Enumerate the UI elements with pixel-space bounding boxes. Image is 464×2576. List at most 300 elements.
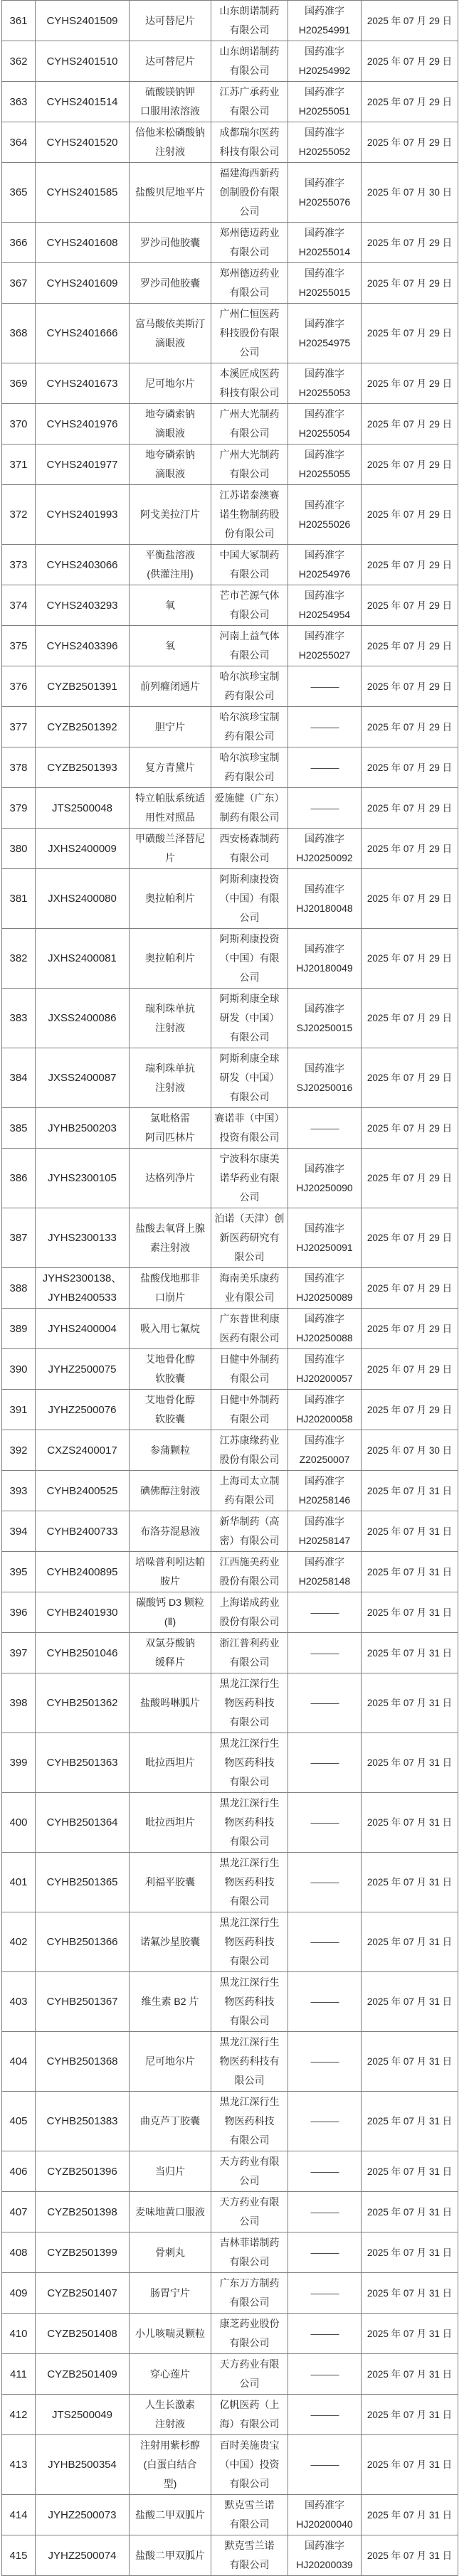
acceptance-number-line: CYZB2501392 — [47, 720, 117, 733]
approval-number-line: H20255027 — [298, 649, 351, 661]
drug-name — [130, 82, 211, 122]
approval-number-line: 国药准字 — [305, 630, 344, 642]
company-name-line: 阿斯利康全球 — [219, 993, 280, 1004]
drug-name-line: 口崩片 — [155, 1292, 185, 1303]
company-name-line: 有限公司 — [229, 568, 270, 580]
approval-number-line: 国药准字 — [305, 549, 344, 560]
approval-number — [288, 2032, 362, 2092]
company-name-line: 有限公司 — [229, 1716, 270, 1728]
company-name-line: 阿斯利康投资 — [219, 873, 280, 885]
table-row — [2, 1471, 458, 1511]
company-name — [211, 747, 288, 788]
approval-number — [288, 747, 362, 788]
company-name-line: 制药有限公司 — [219, 811, 280, 823]
acceptance-number — [36, 2232, 130, 2273]
drug-name-line: (Ⅱ) — [164, 1616, 176, 1627]
company-name-line: 股份有限公司 — [219, 1454, 280, 1465]
company-name-line: 有限公司 — [229, 2518, 270, 2530]
approval-date: 2025 年 07 月 29 日 — [362, 585, 458, 626]
company-name-line: 西安杨森制药 — [219, 833, 280, 844]
acceptance-number — [36, 585, 130, 626]
acceptance-number — [36, 363, 130, 404]
drug-name-line: 穿心莲片 — [150, 2368, 190, 2380]
row-number: 391 — [2, 1390, 36, 1430]
approval-date: 2025 年 07 月 31 日 — [362, 2495, 458, 2535]
approval-number-line: H20255054 — [298, 427, 351, 439]
row-number: 399 — [2, 1733, 36, 1793]
company-name-line: 公司 — [239, 2175, 260, 2186]
company-name-line: 泊诺（天津）创 — [214, 1213, 285, 1224]
acceptance-number-line: CYHS2403396 — [46, 639, 118, 652]
company-name-line: 有限公司 — [229, 427, 270, 439]
company-name-line: 限公司 — [234, 1251, 265, 1262]
acceptance-number — [36, 263, 130, 304]
company-name-line: 研发（中国） — [219, 1072, 280, 1083]
approval-number-line: H20258148 — [298, 1575, 351, 1587]
approval-date: 2025 年 07 月 31 日 — [362, 2032, 458, 2092]
drug-name-line: 人生长激素 — [145, 2399, 195, 2410]
drug-name-line: 达格列净片 — [145, 1172, 195, 1183]
approval-date: 2025 年 07 月 31 日 — [362, 1552, 458, 1592]
approval-number-line: H20258147 — [298, 1535, 351, 1546]
company-name-line: （中国）有限 — [219, 952, 280, 964]
company-name-line: 广州大光制药 — [219, 408, 280, 420]
drug-name — [130, 163, 211, 223]
approval-number — [288, 989, 362, 1048]
drug-name — [130, 1972, 211, 2032]
drug-name — [130, 2314, 211, 2354]
row-number: 361 — [2, 1, 36, 41]
company-name — [211, 2192, 288, 2232]
approval-number — [288, 1972, 362, 2032]
company-name-line: 限公司 — [234, 2075, 265, 2086]
acceptance-number-line: CXZS2400017 — [47, 1444, 117, 1457]
table-row — [2, 1592, 458, 1633]
approval-number-line: ——— — [310, 2408, 339, 2420]
acceptance-number-line: JTS2500049 — [51, 2408, 113, 2421]
company-name-line: 山东朗诺制药 — [219, 5, 280, 16]
table-row — [2, 1552, 458, 1592]
approval-number-line: ——— — [310, 1606, 339, 1618]
approval-number-line: 国药准字 — [305, 449, 344, 460]
approval-date: 2025 年 07 月 31 日 — [362, 2192, 458, 2232]
table-row — [2, 1430, 458, 1471]
approval-number-line: H20258146 — [298, 1494, 351, 1506]
company-name-line: 康芝药业股份 — [219, 2318, 280, 2329]
company-name — [211, 1108, 288, 1149]
approval-number-line: ——— — [310, 720, 339, 733]
company-name-line: 阿斯利康全球 — [219, 1053, 280, 1064]
company-name-line: 有限公司 — [229, 2256, 270, 2267]
approval-number — [288, 788, 362, 829]
approval-date: 2025 年 07 月 31 日 — [362, 2273, 458, 2314]
approval-date: 2025 年 07 月 31 日 — [362, 1972, 458, 2032]
company-name — [211, 666, 288, 707]
drug-name-line: 胆宁片 — [155, 720, 185, 733]
approval-number-line: H20255026 — [298, 518, 351, 530]
approval-number-line: ——— — [310, 2055, 339, 2067]
company-name-line: 物医药科技 — [224, 1697, 275, 1708]
acceptance-number-line: CYHB2501046 — [46, 1646, 118, 1659]
approval-number-line: ——— — [310, 2459, 339, 2470]
approval-number-line: 国药准字 — [305, 2540, 344, 2551]
drug-name-line: 阿司匹林片 — [145, 1132, 195, 1143]
table-row — [2, 2151, 458, 2192]
acceptance-number-line: CYZB2501407 — [47, 2287, 117, 2299]
drug-name-line: 地夸磷索钠 — [145, 449, 195, 460]
table-row — [2, 585, 458, 626]
acceptance-number — [36, 666, 130, 707]
company-name-line: 公司 — [239, 2378, 260, 2389]
drug-name-line: 培哚普利吲达帕 — [135, 1556, 205, 1568]
company-name-line: 药有限公司 — [224, 690, 275, 701]
table-row — [2, 2535, 458, 2576]
approval-number — [288, 41, 362, 82]
approval-number — [288, 122, 362, 163]
company-name-line: 广东万方制药 — [219, 2277, 280, 2289]
row-number: 394 — [2, 1511, 36, 1552]
drug-name-line: 布洛芬混悬液 — [140, 1525, 200, 1537]
approval-number-line: 国药准字 — [305, 368, 344, 379]
company-name-line: 有限公司 — [229, 246, 270, 257]
row-number: 395 — [2, 1552, 36, 1592]
approval-number — [288, 585, 362, 626]
row-number: 379 — [2, 788, 36, 829]
company-name — [211, 2273, 288, 2314]
approval-number — [288, 2435, 362, 2495]
drug-name — [130, 2192, 211, 2232]
approval-date: 2025 年 07 月 31 日 — [362, 2232, 458, 2273]
approval-date: 2025 年 07 月 29 日 — [362, 829, 458, 869]
acceptance-number-line: CYHB2501362 — [46, 1697, 118, 1709]
company-name-line: 福建海西新药 — [219, 167, 280, 179]
company-name-line: （中国）投资 — [219, 2459, 280, 2470]
drug-name — [130, 1208, 211, 1268]
acceptance-number-line: JYHB2400533 — [48, 1292, 117, 1304]
company-name-line: 物医药科技 — [224, 1876, 275, 1888]
drug-name-line: 双氯芬酸钠 — [145, 1637, 195, 1649]
approval-number-line: H20254975 — [298, 336, 351, 348]
approval-number-line: ——— — [310, 680, 339, 692]
drug-name — [130, 404, 211, 445]
table-row — [2, 2032, 458, 2092]
acceptance-number — [36, 41, 130, 82]
drug-name-line: 注射液 — [155, 2418, 185, 2429]
company-name-line: 黑龙江深行生 — [219, 1737, 280, 1749]
company-name-line: 广州仁恒医药 — [219, 308, 280, 319]
approval-number-line: 国药准字 — [305, 1394, 344, 1405]
drug-name — [130, 1733, 211, 1793]
acceptance-number-line: JYHZ2500076 — [48, 1403, 117, 1416]
company-name-line: 哈尔滨珍宝制 — [219, 752, 280, 763]
company-name — [211, 1268, 288, 1309]
company-name-line: 黑龙江深行生 — [219, 1917, 280, 1928]
approval-date: 2025 年 07 月 31 日 — [362, 1511, 458, 1552]
approval-number — [288, 404, 362, 445]
approval-number-line: 国药准字 — [305, 176, 344, 188]
drug-name-line: 尼可地尔片 — [145, 2055, 195, 2067]
drug-name-line: 诺氟沙星胶囊 — [140, 1936, 200, 1947]
drug-name — [130, 304, 211, 363]
approval-number-line: H20255076 — [298, 196, 351, 208]
company-name-line: 份有限公司 — [224, 528, 275, 539]
approval-date: 2025 年 07 月 29 日 — [362, 545, 458, 585]
acceptance-number — [36, 2092, 130, 2151]
approval-number — [288, 2273, 362, 2314]
approval-date: 2025 年 07 月 29 日 — [362, 1208, 458, 1268]
company-name — [211, 2092, 288, 2151]
acceptance-number — [36, 747, 130, 788]
company-name-line: 默克雪兰诺 — [224, 2499, 275, 2511]
company-name-line: 股份有限公司 — [219, 1616, 280, 1627]
approval-number — [288, 2495, 362, 2535]
company-name — [211, 585, 288, 626]
drug-name — [130, 829, 211, 869]
drug-name-line: 型) — [163, 2478, 177, 2489]
company-name — [211, 829, 288, 869]
approval-number-line: 国药准字 — [305, 883, 344, 895]
drug-name — [130, 707, 211, 747]
drug-name-line: 用性对照品 — [145, 811, 195, 823]
approval-number-line: 国药准字 — [305, 127, 344, 138]
approval-date: 2025 年 07 月 30 日 — [362, 163, 458, 223]
company-name-line: 本溪匠成医药 — [219, 368, 280, 379]
approval-number — [288, 2092, 362, 2151]
approval-number-line: H20254991 — [298, 24, 351, 36]
drug-name-line: 缓释片 — [155, 1656, 185, 1668]
company-name-line: 海南美乐康药 — [219, 1272, 280, 1284]
company-name — [211, 1511, 288, 1552]
company-name — [211, 404, 288, 445]
approval-number-line: SJ20250015 — [296, 1021, 353, 1033]
approval-number — [288, 626, 362, 666]
row-number: 381 — [2, 869, 36, 929]
drug-name-line: 麦味地黄口服液 — [135, 2205, 205, 2218]
approval-number-line: 国药准字 — [305, 1162, 344, 1174]
table-row — [2, 707, 458, 747]
approval-number — [288, 1390, 362, 1430]
company-name-line: 浙江普利药业 — [219, 1637, 280, 1649]
company-name-line: 有限公司 — [229, 2478, 270, 2489]
table-row — [2, 404, 458, 445]
acceptance-number-line: CYHB2501366 — [46, 1936, 118, 1948]
row-number: 377 — [2, 707, 36, 747]
company-name-line: 江苏广承药业 — [219, 86, 280, 97]
company-name-line: 新华制药（高 — [219, 1516, 280, 1527]
approval-number-line: 国药准字 — [305, 227, 344, 238]
drug-name-line: 碘佛醇注射液 — [140, 1484, 200, 1496]
drug-approval-table — [1, 0, 458, 2576]
approval-number-line: HJ20200057 — [296, 1373, 353, 1384]
approval-number — [288, 2232, 362, 2273]
company-name — [211, 2032, 288, 2092]
table-row — [2, 1511, 458, 1552]
company-name — [211, 929, 288, 989]
acceptance-number — [36, 1149, 130, 1208]
company-name — [211, 1733, 288, 1793]
approval-number-line: ——— — [310, 1996, 339, 2007]
table-row — [2, 1390, 458, 1430]
table-row — [2, 2354, 458, 2395]
drug-name-line: 瑞利珠单抗 — [145, 1062, 195, 1074]
approval-number — [288, 1430, 362, 1471]
row-number: 397 — [2, 1633, 36, 1673]
row-number: 408 — [2, 2232, 36, 2273]
acceptance-number — [36, 304, 130, 363]
table-row — [2, 989, 458, 1048]
company-name-line: 有限公司 — [229, 1091, 270, 1102]
acceptance-number-line: JYHS2300133 — [48, 1232, 117, 1244]
approval-date: 2025 年 07 月 30 日 — [362, 1430, 458, 1471]
acceptance-number — [36, 1208, 130, 1268]
drug-name-line: 阿戈美拉汀片 — [140, 509, 200, 520]
acceptance-number-line: CYHS2401976 — [46, 417, 118, 430]
drug-name-line: 达可替尼片 — [145, 55, 195, 67]
approval-number-line: ——— — [310, 802, 339, 814]
acceptance-number — [36, 929, 130, 989]
approval-number-line: ——— — [310, 2368, 339, 2380]
table-row — [2, 1673, 458, 1733]
approval-date: 2025 年 07 月 29 日 — [362, 1149, 458, 1208]
company-name-line: 江苏诺泰澳赛 — [219, 489, 280, 501]
approval-number-line: HJ20250091 — [296, 1241, 353, 1253]
drug-name-line: (白蛋白结合 — [143, 2459, 197, 2470]
company-name-line: 有限公司 — [229, 1895, 270, 1907]
company-name-line: 有限公司 — [229, 468, 270, 479]
acceptance-number-line: JYHZ2500075 — [48, 1363, 117, 1375]
acceptance-number-line: CYHS2401609 — [46, 277, 118, 289]
drug-name-line: 注射液 — [155, 1081, 185, 1093]
approval-number — [288, 707, 362, 747]
company-name-line: 有限公司 — [229, 1413, 270, 1425]
company-name — [211, 223, 288, 263]
table-row — [2, 41, 458, 82]
approval-date: 2025 年 07 月 29 日 — [362, 445, 458, 485]
drug-name-line: 氧 — [165, 599, 175, 611]
drug-name-line: 骨刺丸 — [155, 2246, 185, 2258]
drug-name — [130, 2354, 211, 2395]
approval-number — [288, 223, 362, 263]
company-name-line: 有限公司 — [229, 2015, 270, 2026]
acceptance-number — [36, 2273, 130, 2314]
approval-date: 2025 年 07 月 29 日 — [362, 1349, 458, 1390]
row-number: 384 — [2, 1048, 36, 1108]
drug-name-line: 吸入用七氟烷 — [140, 1322, 200, 1334]
approval-number — [288, 1733, 362, 1793]
acceptance-number — [36, 445, 130, 485]
drug-name — [130, 2151, 211, 2192]
company-name-line: 黑龙江深行生 — [219, 2096, 280, 2107]
drug-name — [130, 1048, 211, 1108]
drug-name-line: 碳酸钙 D3 颗粒 — [136, 1597, 204, 1608]
table-row — [2, 223, 458, 263]
row-number: 366 — [2, 223, 36, 263]
approval-number-line: 国药准字 — [305, 590, 344, 601]
company-name — [211, 626, 288, 666]
row-number: 407 — [2, 2192, 36, 2232]
drug-name — [130, 1673, 211, 1733]
company-name-line: 吉林菲诺制药 — [219, 2237, 280, 2248]
company-name-line: 投资有限公司 — [219, 1132, 280, 1143]
company-name — [211, 1, 288, 41]
drug-name — [130, 2535, 211, 2576]
row-number: 380 — [2, 829, 36, 869]
company-name-line: 黑龙江深行生 — [219, 1678, 280, 1689]
acceptance-number — [36, 869, 130, 929]
drug-name-line: (供灌注用) — [147, 568, 194, 580]
company-name — [211, 1208, 288, 1268]
company-name-line: 物医药科技 — [224, 2115, 275, 2127]
approval-number — [288, 304, 362, 363]
company-name-line: 公司 — [239, 912, 260, 923]
company-name — [211, 445, 288, 485]
approval-date: 2025 年 07 月 29 日 — [362, 707, 458, 747]
company-name-line: 有限公司 — [229, 2559, 270, 2570]
acceptance-number — [36, 2314, 130, 2354]
acceptance-number — [36, 788, 130, 829]
approval-number-line: 国药准字 — [305, 2499, 344, 2511]
drug-name — [130, 747, 211, 788]
company-name — [211, 2354, 288, 2395]
company-name-line: 有限公司 — [229, 2134, 270, 2146]
company-name-line: 有限公司 — [229, 65, 270, 76]
acceptance-number-line: JXSS2400087 — [48, 1072, 117, 1084]
acceptance-number — [36, 1592, 130, 1633]
company-name-line: 有限公司 — [229, 1776, 270, 1787]
table-row — [2, 788, 458, 829]
acceptance-number — [36, 2395, 130, 2435]
row-number: 400 — [2, 1793, 36, 1853]
approval-date: 2025 年 07 月 29 日 — [362, 1390, 458, 1430]
drug-name — [130, 1912, 211, 1972]
approval-number-line: H20254992 — [298, 65, 351, 76]
acceptance-number — [36, 707, 130, 747]
acceptance-number — [36, 829, 130, 869]
drug-name-line: 瑞利珠单抗 — [145, 1002, 195, 1014]
drug-name-line: 参蒲颗粒 — [150, 1444, 190, 1456]
row-number: 385 — [2, 1108, 36, 1149]
approval-number-line: 国药准字 — [305, 942, 344, 954]
company-name-line: 公司 — [239, 206, 260, 217]
drug-name — [130, 545, 211, 585]
drug-name — [130, 1793, 211, 1853]
row-number: 401 — [2, 1853, 36, 1912]
table-row — [2, 2192, 458, 2232]
drug-name-line: 注射液 — [155, 1021, 185, 1033]
table-row — [2, 2395, 458, 2435]
company-name — [211, 485, 288, 545]
approval-date: 2025 年 07 月 31 日 — [362, 2092, 458, 2151]
approval-number-line: HJ20250088 — [296, 1332, 353, 1343]
acceptance-number — [36, 2535, 130, 2576]
drug-name — [130, 1268, 211, 1309]
company-name-line: 江苏康缘药业 — [219, 1435, 280, 1446]
approval-number-line: 国药准字 — [305, 1002, 344, 1014]
acceptance-number-line: CYZB2501391 — [47, 680, 117, 693]
row-number: 406 — [2, 2151, 36, 2192]
drug-name-line: 维生素 B2 片 — [141, 1996, 199, 2007]
table-row — [2, 1733, 458, 1793]
acceptance-number — [36, 485, 130, 545]
company-name — [211, 989, 288, 1048]
acceptance-number-line: CYHS2403293 — [46, 599, 118, 612]
approval-number — [288, 1552, 362, 1592]
approval-number-line: HJ20180048 — [296, 902, 353, 914]
row-number: 371 — [2, 445, 36, 485]
company-name-line: 中国大冢制药 — [219, 549, 280, 560]
approval-date: 2025 年 07 月 31 日 — [362, 1793, 458, 1853]
approval-date: 2025 年 07 月 29 日 — [362, 404, 458, 445]
